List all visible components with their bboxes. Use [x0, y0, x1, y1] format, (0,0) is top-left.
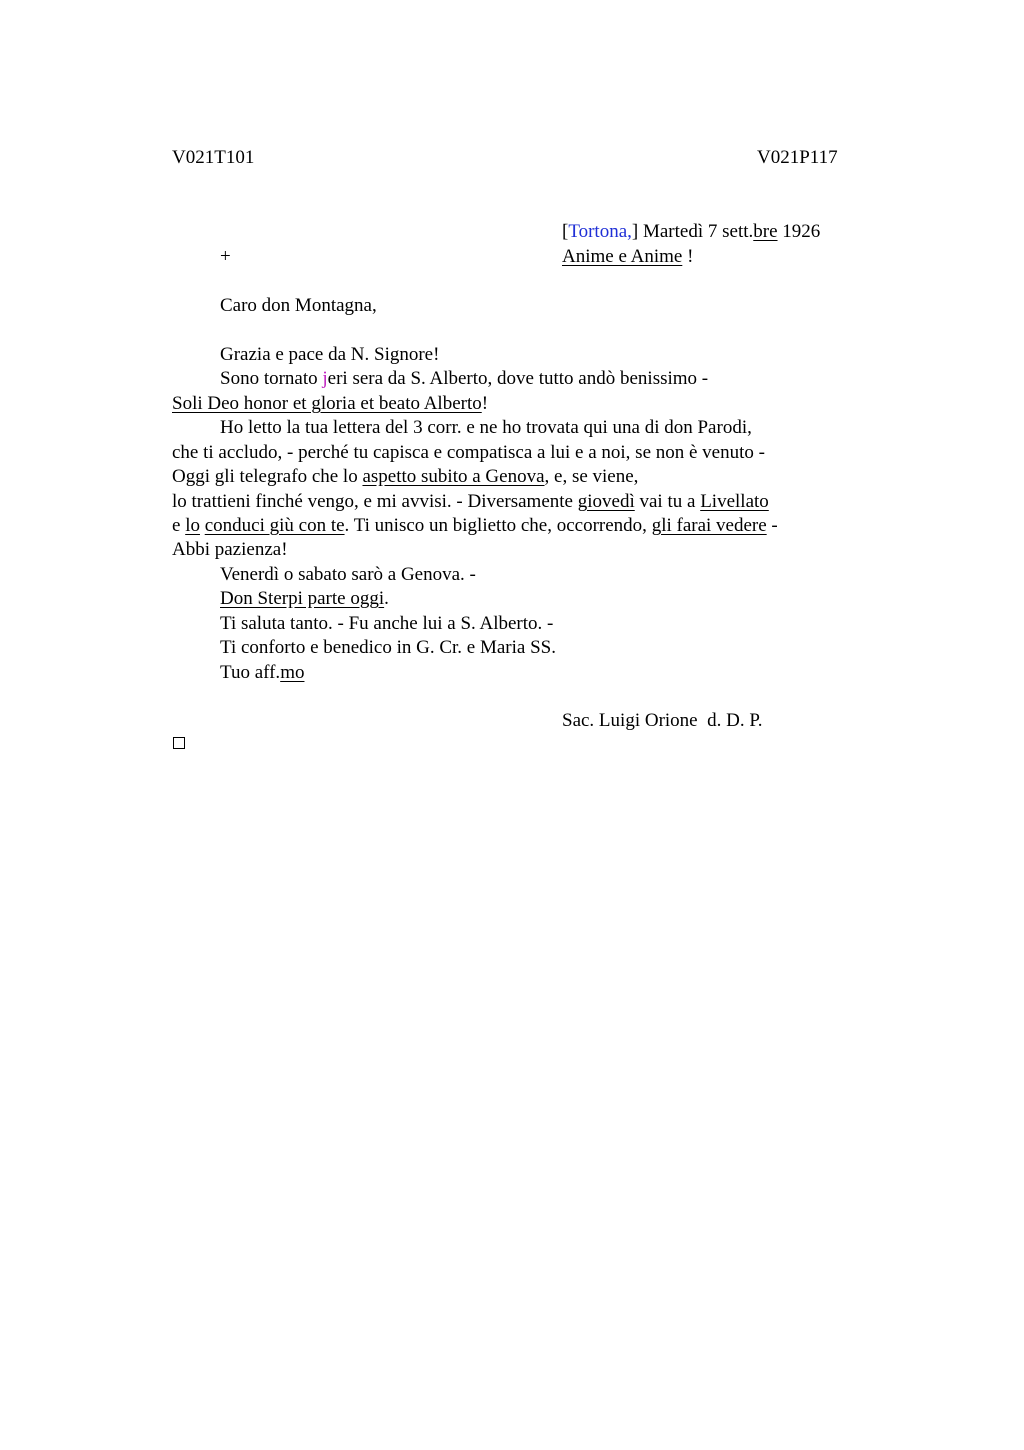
dateline	[562, 220, 820, 244]
salutation: Caro don Montagna,	[220, 295, 377, 316]
text-span: Sono tornato	[220, 368, 323, 389]
text-span: Tuo aff.	[220, 662, 281, 683]
square-outline-icon	[173, 737, 185, 749]
body-line	[220, 367, 708, 391]
date-month-suffix: bre	[753, 221, 778, 242]
text-span: lo trattieni finché vengo, e mi avvisi. - Diversamente	[172, 491, 578, 512]
underlined-text: gli farai vedere	[651, 515, 767, 536]
right-document-code: V021P117	[757, 147, 838, 168]
text-span: -	[766, 515, 778, 536]
text-span: . Ti unisco un biglietto che, occorrendo,	[344, 515, 652, 536]
place-name: Tortona,	[568, 221, 632, 242]
left-document-code: V021T101	[172, 147, 255, 168]
date-day: Martedì 7 sett.	[638, 221, 754, 242]
text-span: !	[481, 393, 489, 414]
date-year: 1926	[777, 221, 821, 242]
text-span: vai tu a	[634, 491, 701, 512]
text-span: e	[172, 515, 186, 536]
signature: Sac. Luigi Orione d. D. P.	[562, 710, 763, 731]
underlined-text: Soli Deo honor et gloria et beato Alberto	[172, 393, 482, 414]
underlined-text: giovedì	[577, 491, 635, 512]
cross-symbol: +	[220, 246, 231, 267]
correction-letter: j	[322, 368, 328, 389]
motto-trail: !	[682, 246, 694, 267]
body-line: Ti conforto e benedico in G. Cr. e Maria SS.	[220, 637, 556, 658]
body-line	[172, 514, 778, 538]
underlined-text: lo	[185, 515, 200, 536]
body-line: che ti accludo, - perché tu capisca e compatisca a lui e a noi, se non è venuto -	[172, 442, 765, 463]
motto-text: Anime e Anime	[562, 246, 683, 267]
body-line	[220, 587, 389, 611]
body-line: Ti saluta tanto. - Fu anche lui a S. Alberto. -	[220, 613, 554, 634]
body-line: Venerdì o sabato sarò a Genova. -	[220, 564, 476, 585]
motto	[562, 245, 693, 269]
body-line: Ho letto la tua lettera del 3 corr. e ne ho trovata qui una di don Parodi,	[220, 417, 752, 438]
body-line	[172, 392, 488, 416]
text-span: eri sera da S. Alberto, dove tutto andò benissimo -	[327, 368, 709, 389]
text-span: Oggi gli telegrafo che lo	[172, 466, 363, 487]
body-line: Grazia e pace da N. Signore!	[220, 344, 440, 365]
body-line: Abbi pazienza!	[172, 539, 288, 560]
closing	[220, 661, 304, 685]
text-span: , e, se viene,	[544, 466, 639, 487]
underlined-text: conduci giù con te	[204, 515, 345, 536]
body-line	[172, 465, 638, 489]
body-line	[172, 490, 769, 514]
underlined-text: Livellato	[700, 491, 769, 512]
underlined-text: mo	[280, 662, 305, 683]
underlined-text: Don Sterpi parte oggi	[220, 588, 385, 609]
text-span: .	[384, 588, 389, 609]
bracket-close: ]	[631, 221, 639, 242]
underlined-text: aspetto subito a Genova	[362, 466, 545, 487]
bracket-open: [	[562, 221, 569, 242]
